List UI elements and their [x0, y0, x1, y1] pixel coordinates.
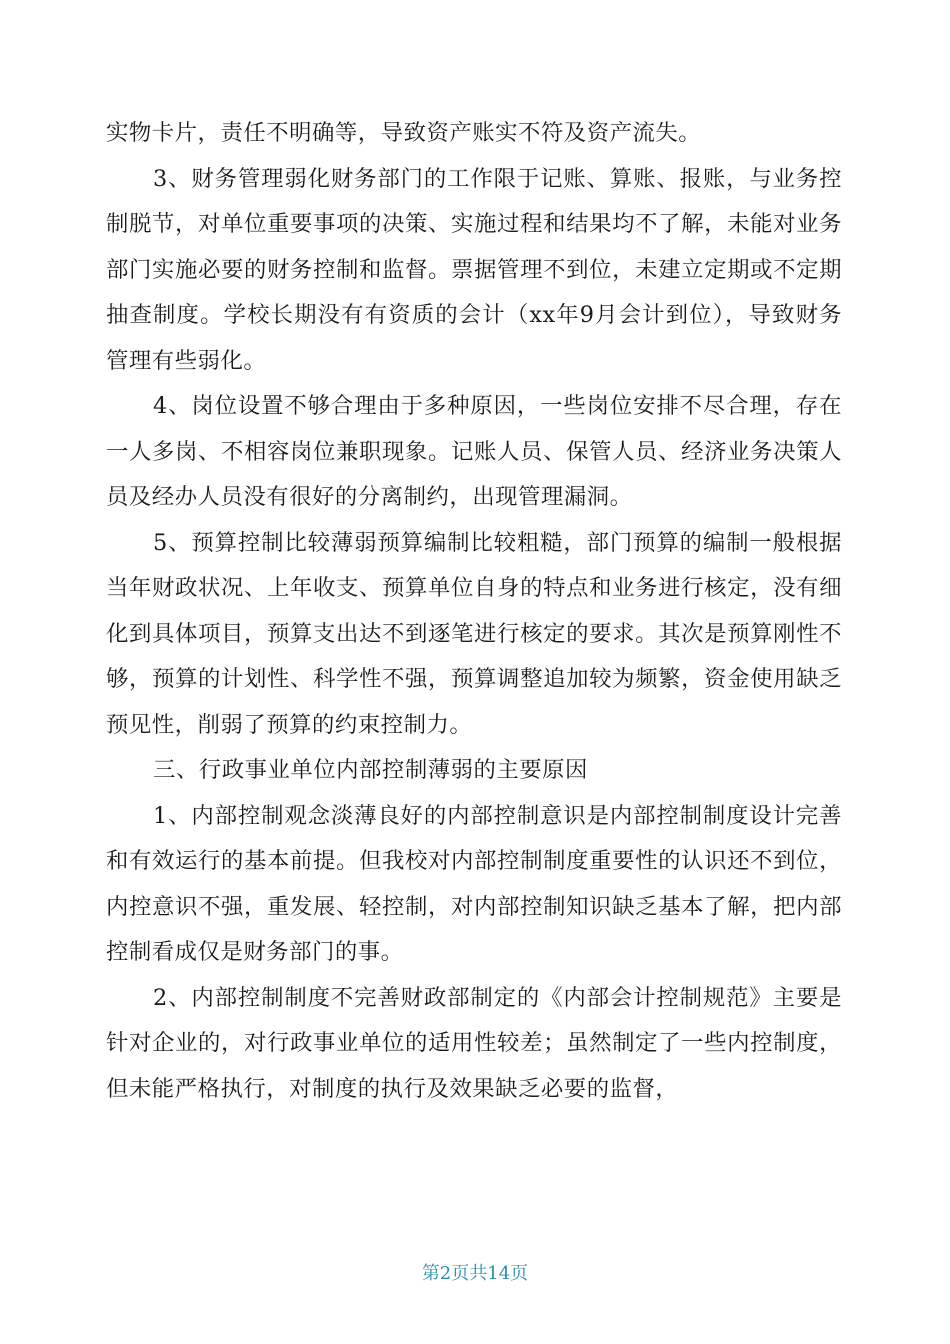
paragraph: 实物卡片，责任不明确等，导致资产账实不符及资产流失。 [106, 120, 702, 146]
paragraph: 2、内部控制制度不完善财政部制定的《内部会计控制规范》主要是针对企业的，对行政事业单位的适用性较差；虽然制定了一些内控制度，但未能严格执行，对制度的执行及效果缺乏必要的监督， [106, 984, 842, 1102]
document-body [106, 111, 842, 1112]
paragraph: 1、内部控制观念淡薄良好的内部控制意识是内部控制制度设计完善和有效运行的基本前提。但我校对内部控制制度重要性的认识还不到位，内控意识不强，重发展、轻控制，对内部控制知识缺乏基本了解，把内部控制看成仅是财务部门的事。 [106, 802, 842, 965]
paragraph: 5、预算控制比较薄弱预算编制比较粗糙，部门预算的编制一般根据当年财政状况、上年收支、预算单位自身的特点和业务进行核定，没有细化到具体项目，预算支出达不到逐笔进行核定的要求。其次是预算刚性不够，预算的计划性、科学性不强，预算调整追加较为频繁，资金使用缺乏预见性，削弱了预算的约束控制力。 [106, 529, 842, 738]
section-heading: 三、行政事业单位内部控制薄弱的主要原因 [153, 757, 588, 783]
paragraph: 4、岗位设置不够合理由于多种原因，一些岗位安排不尽合理，存在一人多岗、不相容岗位兼职现象。记账人员、保管人员、经济业务决策人员及经办人员没有很好的分离制约，出现管理漏洞。 [106, 393, 842, 510]
paragraph: 3、财务管理弱化财务部门的工作限于记账、算账、报账，与业务控制脱节，对单位重要事项的决策、实施过程和结果均不了解，未能对业务部门实施必要的财务控制和监督。票据管理不到位，未建立定期或不定期抽查制度。学校长期没有有资质的会计（xx年9月会计到位），导致财务管理有些弱化。 [106, 165, 842, 374]
page-number-footer: 第2页共14页 [421, 1263, 529, 1284]
